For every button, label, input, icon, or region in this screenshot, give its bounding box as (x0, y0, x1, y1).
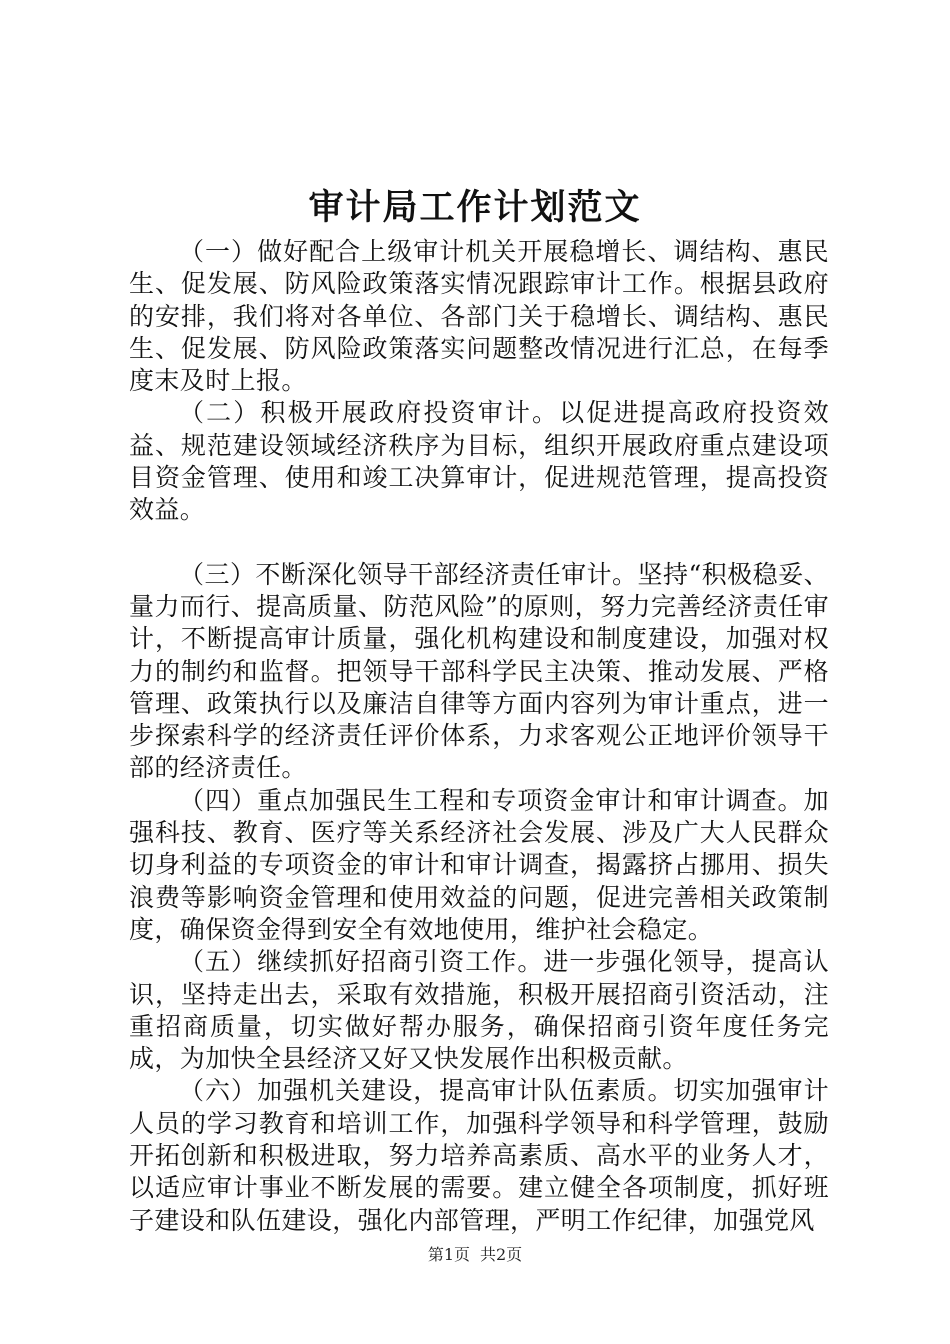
paragraph-2: （二）积极开展政府投资审计。以促进提高政府投资效益、规范建设领域经济秩序为目标，组织开展政府重点建设项目资金管理、使用和竣工决算审计，促进规范管理，提高投资效益。 (129, 398, 829, 525)
paragraph-5: （五）继续抓好招商引资工作。进一步强化领导，提高认识，坚持走出去，采取有效措施，积极开展招商引资活动，注重招商质量，切实做好帮办服务，确保招商引资年度任务完成，为加快全县经济又好又快发展作出积极贡献。 (129, 947, 829, 1074)
document-title: 审计局工作计划范文 (308, 187, 642, 228)
page-footer (0, 1244, 950, 1266)
paragraph-6: （六）加强机关建设，提高审计队伍素质。切实加强审计人员的学习教育和培训工作，加强科学领导和科学管理，鼓励开拓创新和积极进取，努力培养高素质、高水平的业务人才，以适应审计事业不断发展的需要。建立健全各项制度，抓好班子建设和队伍建设，强化内部管理，严明工作纪律，加强党风 (129, 1076, 829, 1235)
paragraph-1: （一）做好配合上级审计机关开展稳增长、调结构、惠民生、促发展、防风险政策落实情况跟踪审计工作。根据县政府的安排，我们将对各单位、各部门关于稳增长、调结构、惠民生、促发展、防风险政策落实问题整改情况进行汇总，在每季度末及时上报。 (129, 237, 829, 396)
paragraph-3: （三）不断深化领导干部经济责任审计。坚持“积极稳妥、量力而行、提高质量、防范风险”的原则，努力完善经济责任审计，不断提高审计质量，强化机构建设和制度建设，加强对权力的制约和监督。把领导干部科学民主决策、推动发展、严格管理、政策执行以及廉洁自律等方面内容列为审计重点，进一步探索科学的经济责任评价体系，力求客观公正地评价领导干部的经济责任。 (129, 559, 829, 783)
page-number: 第1页 (427, 1245, 470, 1264)
paragraph-4: （四）重点加强民生工程和专项资金审计和审计调查。加强科技、教育、医疗等关系经济社会发展、涉及广大人民群众切身利益的专项资金的审计和审计调查，揭露挤占挪用、损失浪费等影响资金管理和使用效益的问题，促进完善相关政策制度，确保资金得到安全有效地使用，维护社会稳定。 (129, 785, 829, 944)
page-total: 共2页 (480, 1245, 523, 1264)
document-body (129, 236, 829, 1237)
